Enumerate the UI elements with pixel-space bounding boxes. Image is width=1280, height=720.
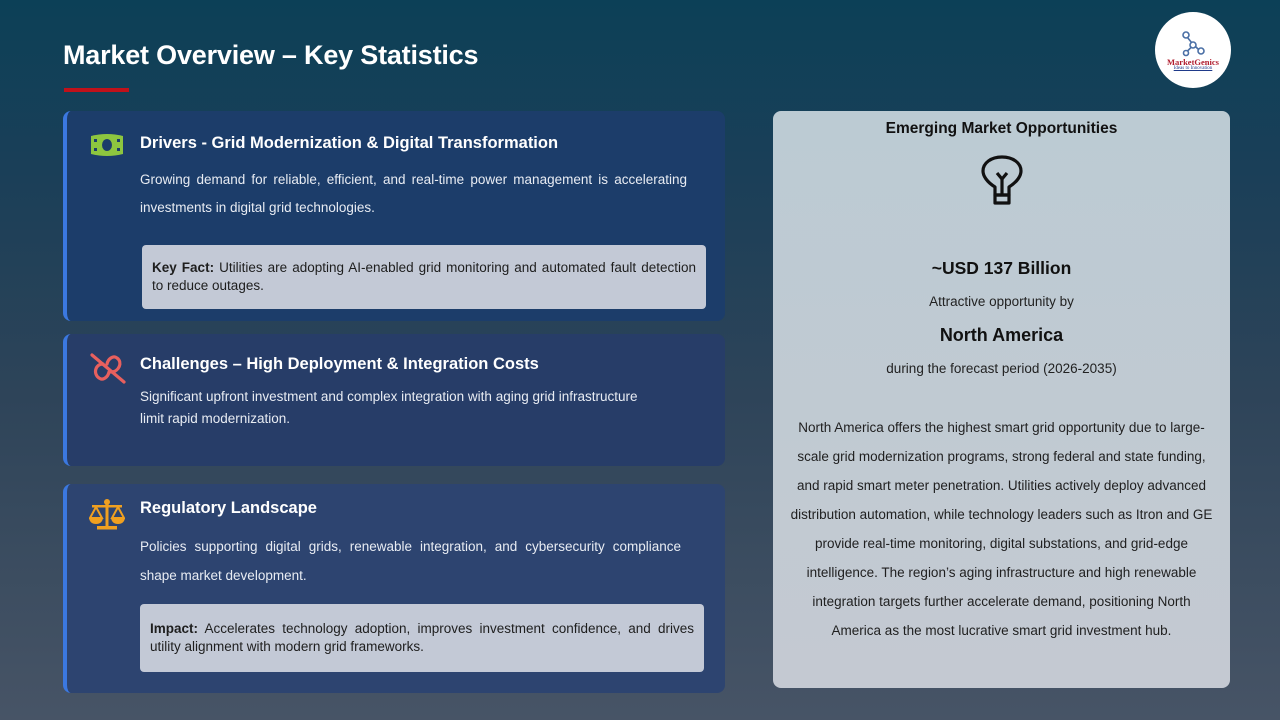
regulatory-card <box>63 484 725 693</box>
card-title: Regulatory Landscape <box>140 499 317 517</box>
card-text: Policies supporting digital grids, renewable integration, and cybersecurity compliance shape market development. <box>140 539 681 583</box>
impact-box <box>140 604 704 672</box>
balance-scale-icon <box>89 498 125 532</box>
panel-title: Emerging Market Opportunities <box>885 120 1118 137</box>
company-logo <box>1155 12 1231 88</box>
forecast-period: during the forecast period (2026-2035) <box>886 361 1117 376</box>
card-text: Growing demand for reliable, efficient, and real-time power management is accelerating investments in digital grid technologies. <box>140 172 687 215</box>
drivers-card <box>63 111 725 321</box>
logo-tagline: Ideas to Innovation <box>1173 66 1213 71</box>
fact-label: Key Fact: <box>152 260 215 275</box>
card-title: Drivers - Grid Modernization & Digital Transformation <box>140 134 559 152</box>
market-value: ~USD 137 Billion <box>931 258 1072 278</box>
title-underline-divider <box>64 88 129 92</box>
region-name: North America <box>939 325 1064 345</box>
page-title: Market Overview – Key Statistics <box>63 40 479 70</box>
logo-name: MarketGenics <box>1167 56 1219 67</box>
fact-label: Impact: <box>150 621 199 636</box>
card-title: Challenges – High Deployment & Integration Costs <box>140 355 539 373</box>
fact-text: Utilities are adopting AI-enabled grid monitoring and automated fault detection to reduce outages. <box>152 260 696 293</box>
money-bill-icon <box>89 131 125 159</box>
challenges-card <box>63 334 725 466</box>
broken-link-icon <box>89 352 127 384</box>
lightbulb-icon <box>977 155 1027 211</box>
key-fact-box <box>142 245 706 309</box>
opportunity-description: North America offers the highest smart grid opportunity due to large-scale grid modernization programs, strong federal and state funding, and rapid smart meter penetration. Utilities actively deploy advanced distribution automation, while technology leaders such as Itron and GE provide real-time monitoring, digital substations, and grid-edge intelligence. The region’s aging infrastructure and high renewable integration targets further accelerate demand, positioning North America as the most lucrative smart grid investment hub. <box>790 420 1213 638</box>
card-text: Significant upfront investment and complex integration with aging grid infrastructure limit rapid modernization. <box>140 389 638 426</box>
fact-text: Accelerates technology adoption, improves investment confidence, and drives utility alignment with modern grid frameworks. <box>150 621 694 654</box>
emerging-opportunities-panel <box>773 111 1230 688</box>
molecule-icon <box>1181 31 1205 57</box>
opportunity-subtitle: Attractive opportunity by <box>929 294 1074 309</box>
